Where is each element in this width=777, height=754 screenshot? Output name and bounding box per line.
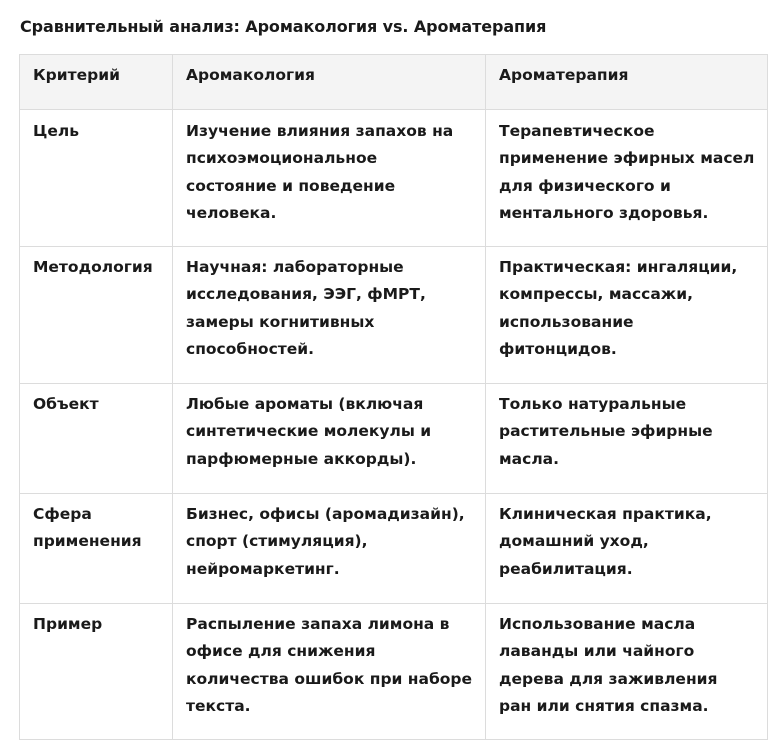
table-row — [20, 384, 768, 494]
table-row — [20, 247, 768, 384]
criterion-cell: Цель — [20, 110, 173, 247]
aromatherapy-cell: Только натуральные растительные эфирные масла. — [486, 384, 768, 494]
column-header-criterion: Критерий — [20, 55, 173, 110]
column-header-aromacology: Аромакология — [173, 55, 486, 110]
page-title: Сравнительный анализ: Аромакология vs. Ароматерапия — [20, 17, 547, 36]
aromatherapy-cell: Терапевтическое применение эфирных масел для физического и ментального здоровья. — [486, 110, 768, 247]
criterion-cell: Сфера применения — [20, 494, 173, 604]
table-row — [20, 604, 768, 740]
aromacology-cell: Бизнес, офисы (аромадизайн), спорт (стимуляция), нейромаркетинг. — [173, 494, 486, 604]
aromatherapy-cell: Использование масла лаванды или чайного дерева для заживления ран или снятия спазма. — [486, 604, 768, 740]
aromacology-cell: Изучение влияния запахов на психоэмоциональное состояние и поведение человека. — [173, 110, 486, 247]
aromacology-cell: Распыление запаха лимона в офисе для снижения количества ошибок при наборе текста. — [173, 604, 486, 740]
table-header — [20, 55, 768, 110]
comparison-table — [19, 54, 768, 740]
aromacology-cell: Любые ароматы (включая синтетические молекулы и парфюмерные аккорды). — [173, 384, 486, 494]
table-row — [20, 494, 768, 604]
criterion-cell: Пример — [20, 604, 173, 740]
criterion-cell: Объект — [20, 384, 173, 494]
table-row — [20, 110, 768, 247]
aromacology-cell: Научная: лабораторные исследования, ЭЭГ, фМРТ, замеры когнитивных способностей. — [173, 247, 486, 384]
comparison-table-container — [19, 54, 767, 740]
criterion-cell: Методология — [20, 247, 173, 384]
table-header-row — [20, 55, 768, 110]
column-header-aromatherapy: Ароматерапия — [486, 55, 768, 110]
table-body — [20, 110, 768, 740]
aromatherapy-cell: Практическая: ингаляции, компрессы, массажи, использование фитонцидов. — [486, 247, 768, 384]
aromatherapy-cell: Клиническая практика, домашний уход, реабилитация. — [486, 494, 768, 604]
